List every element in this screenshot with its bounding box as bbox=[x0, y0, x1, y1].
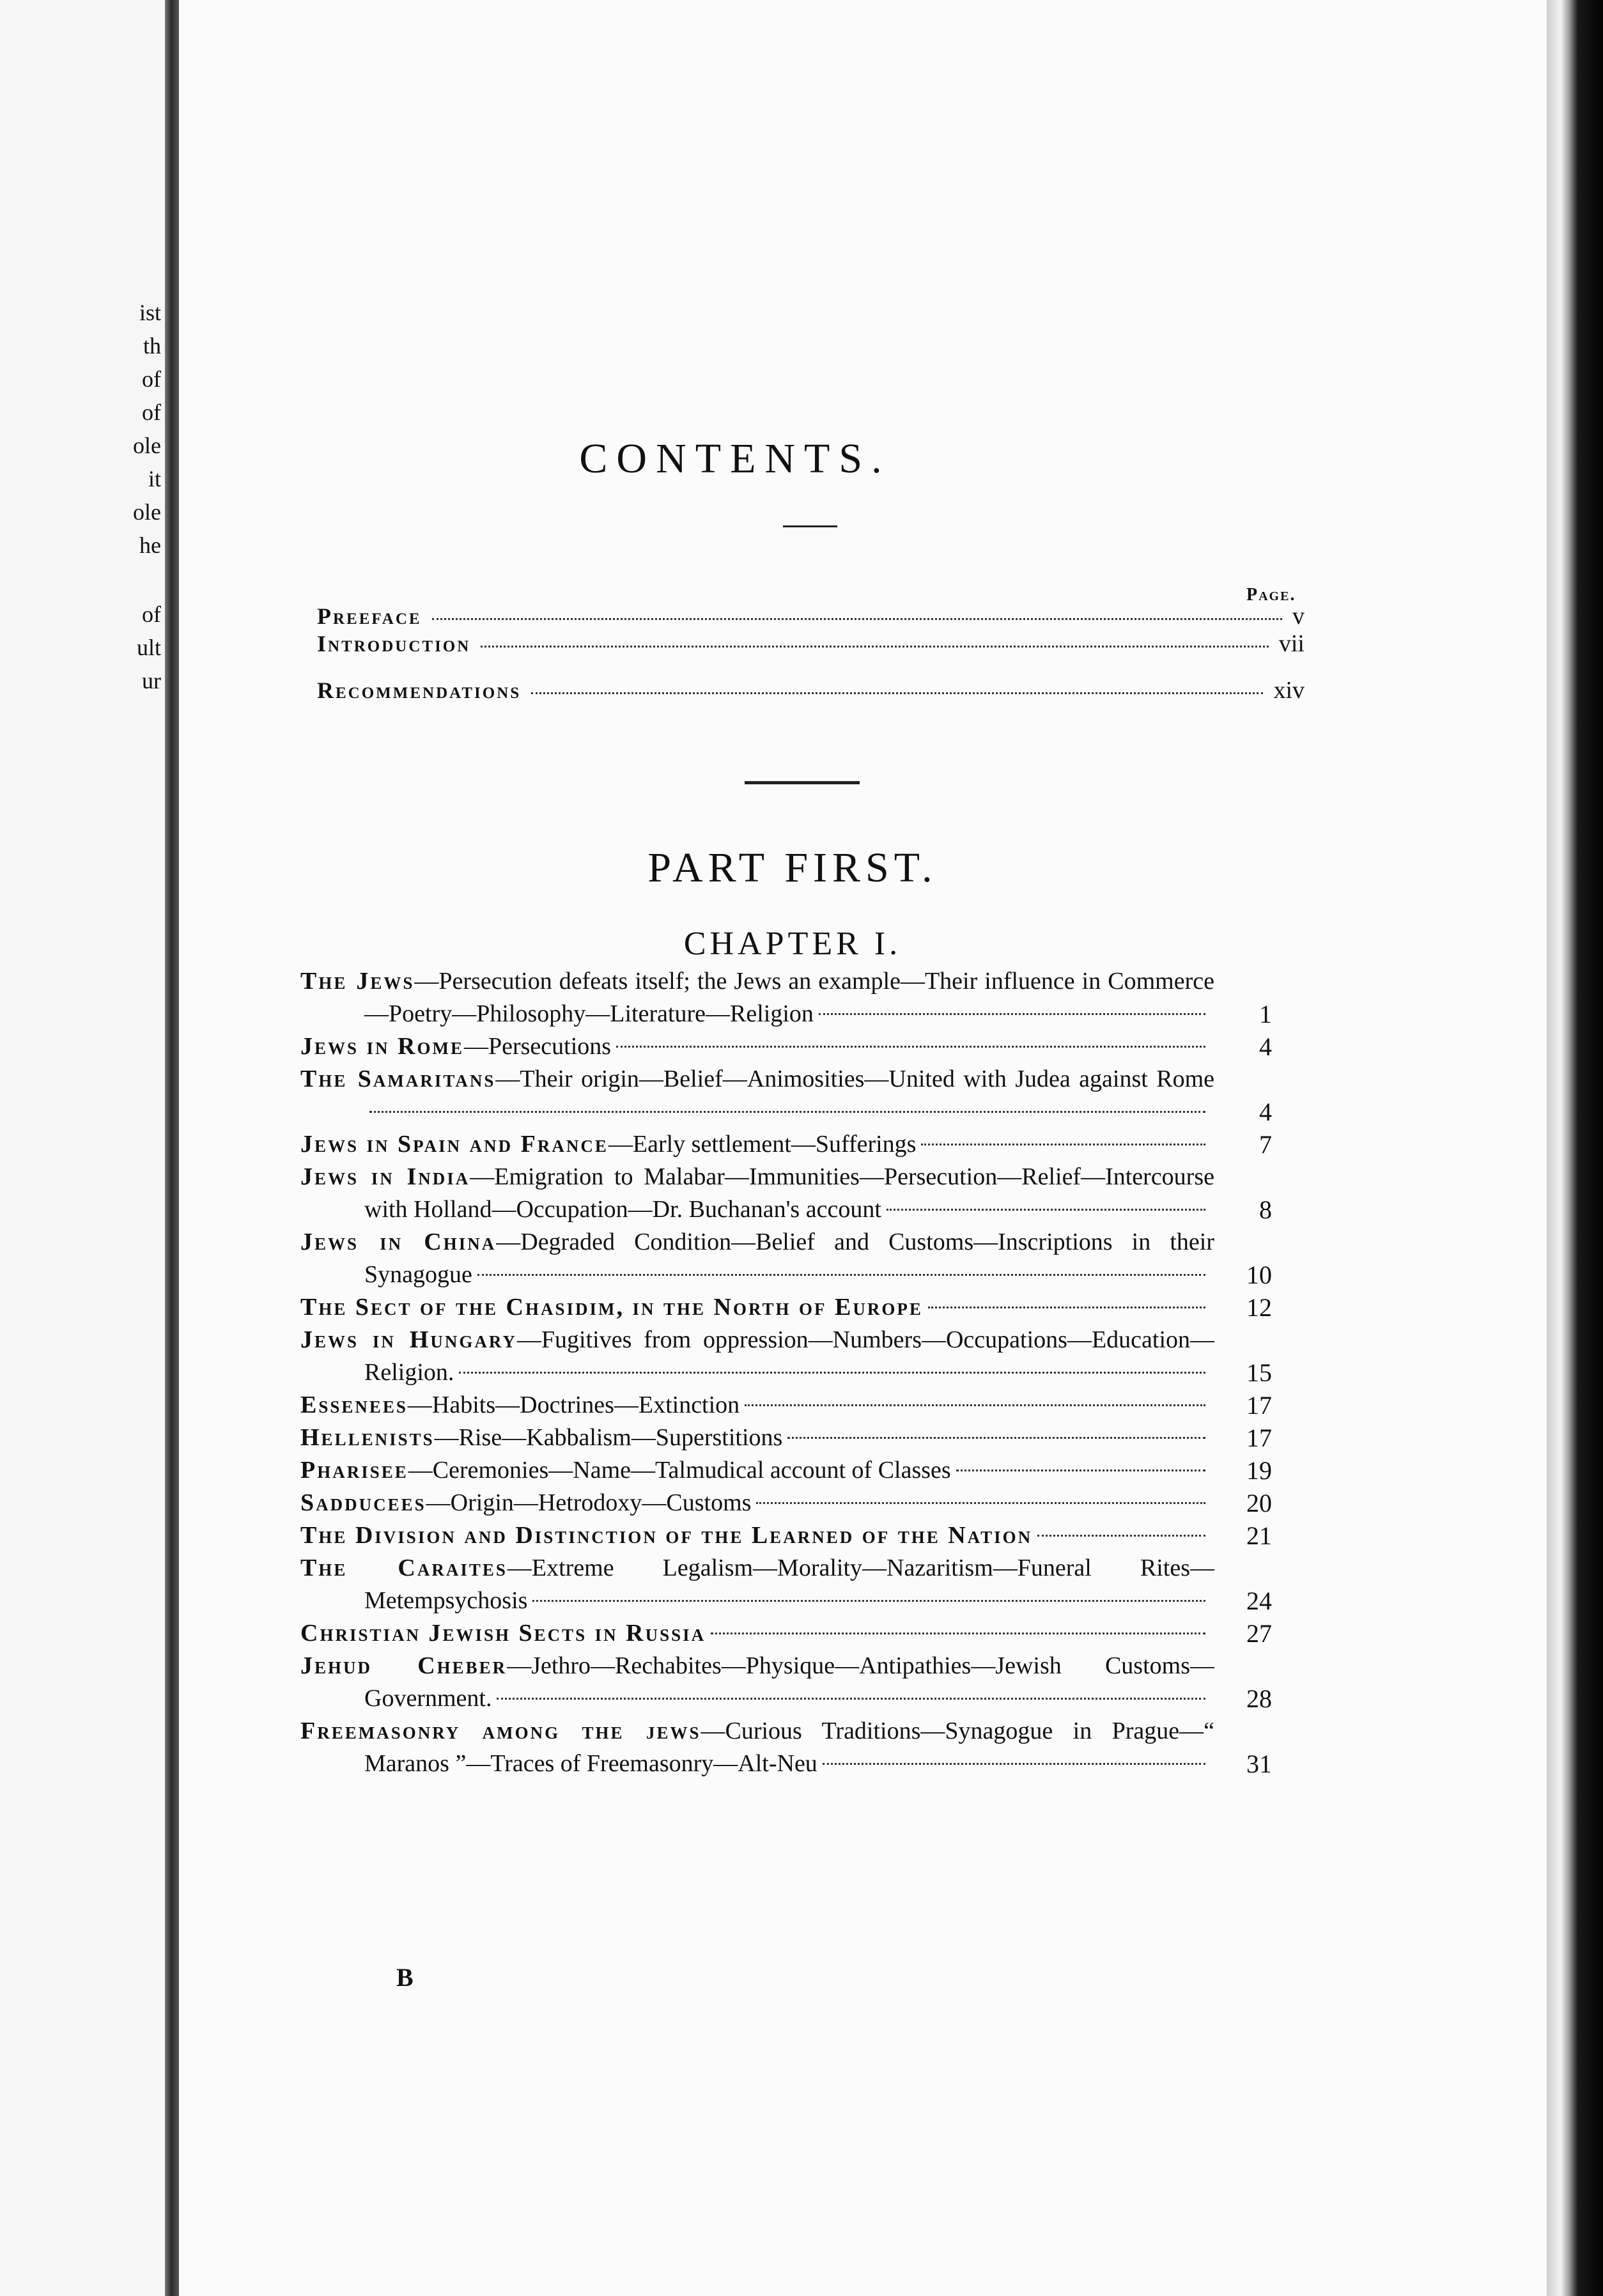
toc-entry-page: 7 bbox=[1259, 1130, 1272, 1159]
toc-entry bbox=[300, 1389, 1272, 1422]
toc-entry-text bbox=[300, 1715, 1214, 1780]
front-matter-row bbox=[317, 583, 1305, 630]
toc-entry-text bbox=[300, 1617, 1214, 1650]
toc-entry-page: 4 bbox=[1259, 1098, 1272, 1126]
toc-entry-text bbox=[300, 1128, 1214, 1161]
toc-entry-heading: Jews in Spain and France bbox=[300, 1131, 608, 1158]
toc-entry bbox=[300, 1128, 1272, 1161]
toc-entry-text bbox=[300, 1161, 1214, 1226]
dot-leader bbox=[887, 1209, 1205, 1211]
facing-page-fragment: it bbox=[148, 466, 161, 492]
toc-entry-description: —Degraded Condition—Belief and Customs—Inscriptions in their Synagogue bbox=[364, 1229, 1214, 1288]
toc-entry bbox=[300, 1715, 1272, 1780]
toc-entry-page: 15 bbox=[1246, 1358, 1272, 1387]
toc-entry bbox=[300, 1324, 1272, 1389]
toc-entry-page: 10 bbox=[1246, 1260, 1272, 1289]
toc-entry-text bbox=[300, 1226, 1214, 1291]
dot-leader bbox=[477, 1274, 1205, 1276]
dot-leader bbox=[787, 1437, 1205, 1439]
toc-entry-page: 17 bbox=[1246, 1391, 1272, 1420]
toc-entry-text bbox=[300, 1487, 1214, 1519]
dot-leader bbox=[497, 1698, 1205, 1700]
toc-entry-text bbox=[300, 1291, 1214, 1324]
facing-page-fragment: th bbox=[143, 333, 161, 359]
toc-entry-text bbox=[300, 1389, 1214, 1422]
signature-mark: B bbox=[396, 1963, 414, 1992]
section-rule bbox=[745, 781, 860, 784]
toc-entry-text bbox=[300, 1519, 1214, 1552]
facing-page-fragment: of bbox=[142, 399, 161, 425]
toc-entry-heading: Christian Jewish Sects in Russia bbox=[300, 1620, 706, 1647]
facing-page-edge bbox=[0, 0, 165, 2296]
front-matter-label: Introduction bbox=[317, 631, 471, 656]
toc-entry-description: —Fugitives from oppression—Numbers—Occupations—Education—Religion. bbox=[364, 1326, 1214, 1386]
toc-entry-text bbox=[300, 1552, 1214, 1617]
toc-entry-text bbox=[300, 1650, 1214, 1715]
dot-leader bbox=[616, 1046, 1205, 1048]
chapter-title: CHAPTER I. bbox=[683, 926, 902, 962]
toc-entry-description: —Emigration to Malabar—Immunities—Persecution—Relief—Intercourse with Holland—Occupation—Dr. Buchanan's account bbox=[364, 1163, 1214, 1223]
facing-page-fragment: of bbox=[142, 366, 161, 392]
toc-entry-page: 1 bbox=[1259, 1000, 1272, 1028]
toc-entry bbox=[300, 965, 1272, 1030]
toc-entry-heading: Jews in China bbox=[300, 1229, 497, 1255]
toc-entry-text bbox=[300, 1454, 1214, 1487]
dot-leader bbox=[459, 1372, 1205, 1374]
facing-page-fragment: ole bbox=[133, 499, 161, 525]
toc-entry-description: —Their origin—Belief—Animosities—United with Judea against Rome bbox=[495, 1066, 1214, 1092]
toc-entry-page: 24 bbox=[1246, 1586, 1272, 1615]
toc-entry-page: 12 bbox=[1246, 1293, 1272, 1322]
dot-leader bbox=[432, 618, 1282, 620]
dot-leader bbox=[711, 1633, 1205, 1634]
page-column-heading: Page. bbox=[1246, 585, 1296, 605]
toc-entry-heading: The Division and Distinction of the Learned of the Nation bbox=[300, 1522, 1033, 1549]
facing-page-fragment: he bbox=[139, 532, 161, 558]
toc-entry bbox=[300, 1454, 1272, 1487]
toc-entry-heading: Freemasonry among the jews bbox=[300, 1718, 701, 1744]
toc-entry-page: 17 bbox=[1246, 1423, 1272, 1452]
book-gutter bbox=[165, 0, 179, 2296]
dot-leader bbox=[823, 1763, 1205, 1765]
toc-entry-page: 28 bbox=[1246, 1684, 1272, 1713]
toc-entry bbox=[300, 1617, 1272, 1650]
dot-leader bbox=[756, 1502, 1205, 1504]
dot-leader bbox=[531, 692, 1263, 694]
toc-entry-page: 8 bbox=[1259, 1195, 1272, 1224]
toc-entry-description: —Ceremonies—Name—Talmudical account of Classes bbox=[408, 1457, 951, 1484]
front-matter-row bbox=[317, 630, 1305, 658]
toc-entry-description: —Jethro—Rechabites—Physique—Antipathies—Jewish Customs—Government. bbox=[364, 1652, 1214, 1712]
toc-entry-description: —Persecutions bbox=[463, 1033, 612, 1060]
toc-entry bbox=[300, 1063, 1272, 1128]
toc-entry-heading: The Jews bbox=[300, 968, 415, 995]
toc-entry-heading: The Caraites bbox=[300, 1555, 507, 1581]
toc-entry-description: —Early settlement—Sufferings bbox=[608, 1131, 917, 1158]
toc-entry bbox=[300, 1161, 1272, 1226]
toc-entry bbox=[300, 1519, 1272, 1552]
page-edge-shadow bbox=[1547, 0, 1603, 2296]
toc-entry bbox=[300, 1226, 1272, 1291]
toc-entry-description: —Persecution defeats itself; the Jews an example—Their influence in Commerce—Poetry—Philosophy—Literature—Religion bbox=[364, 968, 1214, 1027]
toc-entry bbox=[300, 1487, 1272, 1519]
facing-page-fragment: ist bbox=[139, 300, 161, 325]
dot-leader bbox=[921, 1144, 1205, 1145]
toc-entry-text bbox=[300, 1422, 1214, 1454]
front-matter-page: xiv bbox=[1273, 677, 1305, 704]
toc-entry-heading: Essenees bbox=[300, 1392, 408, 1418]
toc-entry-description: —Habits—Doctrines—Extinction bbox=[407, 1392, 740, 1418]
part-title: PART FIRST. bbox=[647, 844, 938, 891]
toc-entry-page: 20 bbox=[1246, 1489, 1272, 1517]
front-matter-label: Preeface bbox=[317, 603, 422, 629]
toc-entry-description: —Origin—Hetrodoxy—Customs bbox=[426, 1489, 752, 1516]
toc-entry bbox=[300, 1422, 1272, 1454]
toc-entry bbox=[300, 1030, 1272, 1063]
dot-leader bbox=[745, 1404, 1205, 1406]
toc-entry-heading: Jews in India bbox=[300, 1163, 470, 1190]
title-rule bbox=[783, 525, 837, 527]
front-matter-page: v bbox=[1292, 603, 1305, 630]
toc-entry-description: —Curious Traditions—Synagogue in Prague—“ Maranos ”—Traces of Freemasonry—Alt-Neu bbox=[364, 1718, 1214, 1777]
front-matter-label: Recommendations bbox=[317, 678, 522, 703]
toc-entry bbox=[300, 1291, 1272, 1324]
front-matter-row bbox=[317, 676, 1305, 704]
toc-entry-heading: Sadducees bbox=[300, 1489, 426, 1516]
toc-entry-heading: Pharisee bbox=[300, 1457, 408, 1484]
toc-entry-text bbox=[300, 1063, 1214, 1128]
facing-page-fragment: ole bbox=[133, 433, 161, 458]
contents-title: CONTENTS. bbox=[579, 435, 891, 482]
toc-entry bbox=[300, 1552, 1272, 1617]
toc-entry-page: 21 bbox=[1246, 1521, 1272, 1550]
toc-entry-page: 27 bbox=[1246, 1619, 1272, 1648]
dot-leader bbox=[481, 646, 1269, 648]
toc-entry bbox=[300, 1650, 1272, 1715]
toc-entry-heading: Jehud Cheber bbox=[300, 1652, 507, 1679]
toc-entry-heading: Hellenists bbox=[300, 1424, 435, 1451]
toc-entry-heading: Jews in Hungary bbox=[300, 1326, 517, 1353]
toc-entry-page: 4 bbox=[1259, 1032, 1272, 1061]
dot-leader bbox=[532, 1600, 1205, 1602]
dot-leader bbox=[369, 1111, 1205, 1113]
toc-entry-page: 19 bbox=[1246, 1456, 1272, 1485]
toc-entry-text bbox=[300, 1324, 1214, 1389]
toc-entry-description: —Extreme Legalism—Morality—Nazaritism—Funeral Rites—Metempsychosis bbox=[364, 1555, 1214, 1614]
toc-entry-page: 31 bbox=[1246, 1749, 1272, 1778]
dot-leader bbox=[928, 1307, 1205, 1308]
dot-leader bbox=[819, 1013, 1205, 1015]
toc-entry-text bbox=[300, 965, 1214, 1030]
toc-entry-heading: Jews in Rome bbox=[300, 1033, 464, 1060]
facing-page-fragment: ur bbox=[142, 668, 161, 694]
toc-entry-heading: The Samaritans bbox=[300, 1066, 496, 1092]
facing-page-fragment: of bbox=[142, 601, 161, 627]
facing-page-fragment: ult bbox=[136, 635, 161, 660]
front-matter-page: vii bbox=[1278, 630, 1305, 657]
toc-entry-heading: The Sect of the Chasidim, in the North of Europe bbox=[300, 1294, 923, 1321]
toc-entry-text bbox=[300, 1030, 1214, 1063]
toc-entry-description: —Rise—Kabbalism—Superstitions bbox=[434, 1424, 783, 1451]
dot-leader bbox=[1037, 1535, 1205, 1537]
dot-leader bbox=[956, 1470, 1205, 1471]
chapter-contents-list bbox=[300, 965, 1272, 1780]
